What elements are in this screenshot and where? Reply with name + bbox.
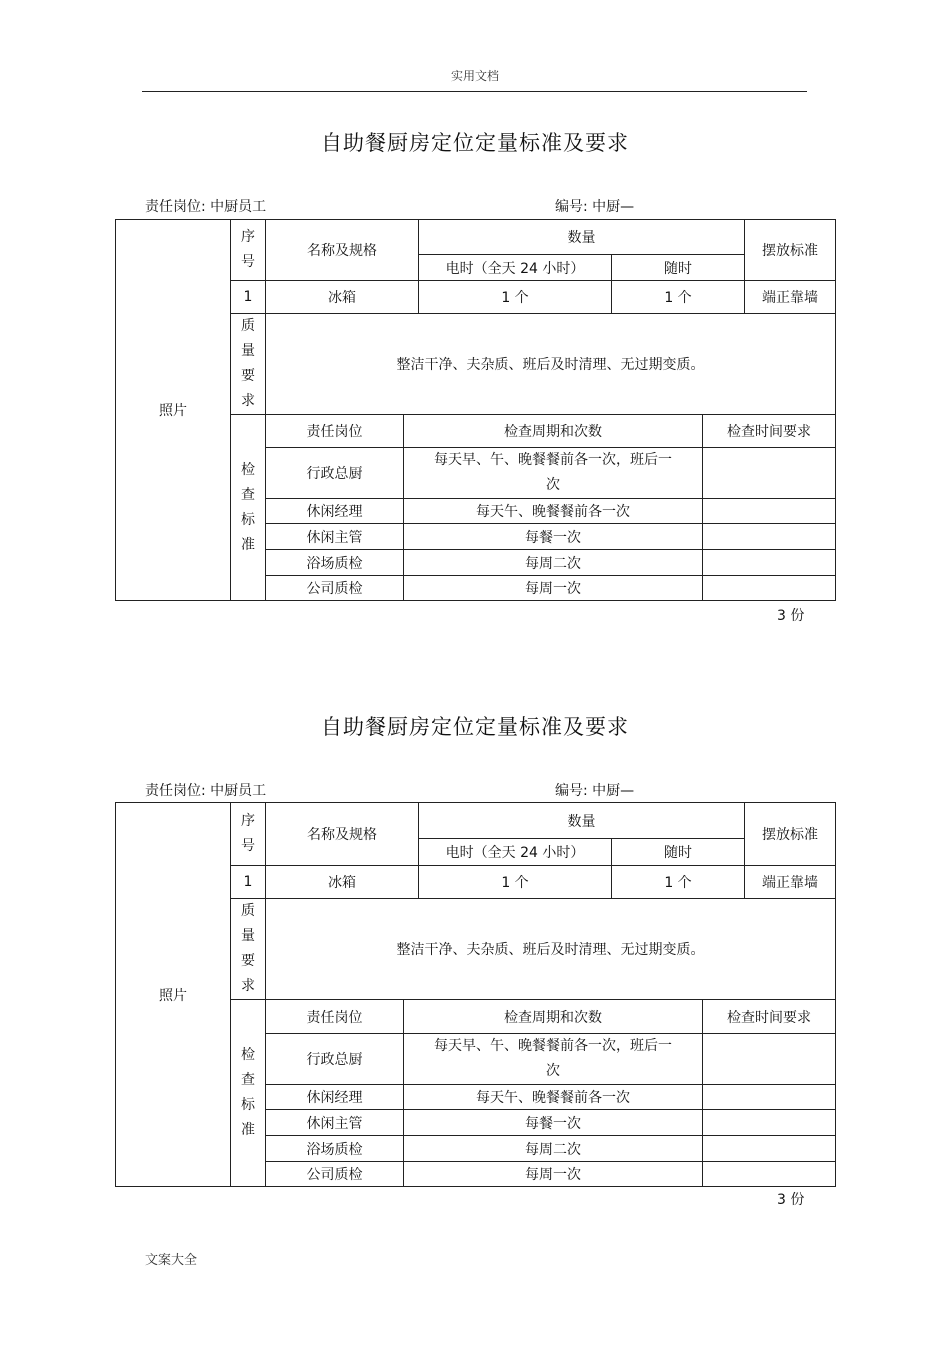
qty-header: 数量 (419, 803, 745, 839)
check-time (703, 1162, 836, 1187)
post-line (145, 196, 266, 216)
check-time (703, 499, 836, 524)
form-title: 自助餐厨房定位定量标准及要求 (321, 131, 629, 155)
standard-table (115, 219, 836, 601)
code-line (555, 780, 634, 800)
check-cycle: 每周一次 (404, 1162, 703, 1187)
page-header: 实用文档 (450, 69, 499, 83)
post-label: 责任岗位: (145, 783, 206, 799)
check-header-time: 检查时间要求 (703, 1000, 836, 1034)
check-header-post: 责任岗位 (266, 415, 404, 448)
item-index: 1 (231, 281, 266, 314)
check-post: 行政总厨 (266, 1034, 404, 1085)
check-time (703, 1034, 836, 1085)
check-cycle: 每餐一次 (404, 524, 703, 550)
post-label: 责任岗位: (145, 199, 206, 215)
code-value: 中厨— (592, 783, 635, 799)
qty-day-header: 电时（全天 24 小时） (419, 839, 612, 866)
header-divider (142, 91, 807, 92)
check-time (703, 524, 836, 550)
item-place: 端正靠墙 (745, 281, 836, 314)
check-header-post: 责任岗位 (266, 1000, 404, 1034)
code-label: 编号: (555, 199, 588, 215)
post-value: 中厨员工 (210, 199, 267, 215)
check-label: 检 查 标 准 (231, 1000, 266, 1187)
check-post: 休闲经理 (266, 1085, 404, 1110)
check-post: 浴场质检 (266, 550, 404, 576)
item-name: 冰箱 (266, 866, 419, 899)
post-line (145, 780, 266, 800)
code-value: 中厨— (592, 199, 635, 215)
quality-label: 质 量 要 求 (231, 314, 266, 415)
check-cycle: 每天早、午、晚餐餐前各一次，班后一 次 (404, 448, 703, 499)
check-post: 公司质检 (266, 576, 404, 601)
check-time (703, 448, 836, 499)
check-cycle: 每周一次 (404, 576, 703, 601)
check-cycle: 每天早、午、晚餐餐前各一次，班后一 次 (404, 1034, 703, 1085)
check-post: 休闲经理 (266, 499, 404, 524)
check-header-cycle: 检查周期和次数 (404, 415, 703, 448)
check-cycle: 每天午、晚餐餐前各一次 (404, 1085, 703, 1110)
item-place: 端正靠墙 (745, 866, 836, 899)
photo-cell: 照片 (116, 803, 231, 1187)
check-time (703, 576, 836, 601)
check-time (703, 1085, 836, 1110)
check-post: 公司质检 (266, 1162, 404, 1187)
form-title: 自助餐厨房定位定量标准及要求 (321, 715, 629, 739)
index-header: 序 号 (231, 803, 266, 866)
check-post: 浴场质检 (266, 1136, 404, 1162)
name-header: 名称及规格 (266, 220, 419, 281)
check-time (703, 1110, 836, 1136)
item-qty-any: 1 个 (612, 281, 745, 314)
qty-any-header: 随时 (612, 255, 745, 281)
check-time (703, 1136, 836, 1162)
check-header-cycle: 检查周期和次数 (404, 1000, 703, 1034)
item-qty-any: 1 个 (612, 866, 745, 899)
item-qty-day: 1 个 (419, 866, 612, 899)
code-line (555, 196, 634, 216)
code-label: 编号: (555, 783, 588, 799)
check-cycle: 每周二次 (404, 550, 703, 576)
check-post: 行政总厨 (266, 448, 404, 499)
standard-table (115, 802, 836, 1187)
place-header: 摆放标准 (745, 803, 836, 866)
name-header: 名称及规格 (266, 803, 419, 866)
qty-day-header: 电时（全天 24 小时） (419, 255, 612, 281)
qty-any-header: 随时 (612, 839, 745, 866)
check-cycle: 每餐一次 (404, 1110, 703, 1136)
index-header: 序 号 (231, 220, 266, 281)
quality-text: 整洁干净、夫杂质、班后及时清理、无过期变质。 (266, 899, 836, 1000)
copies-count: 3 份 (777, 1192, 805, 1208)
check-header-time: 检查时间要求 (703, 415, 836, 448)
item-index: 1 (231, 866, 266, 899)
place-header: 摆放标准 (745, 220, 836, 281)
post-value: 中厨员工 (210, 783, 267, 799)
check-cycle: 每天午、晚餐餐前各一次 (404, 499, 703, 524)
copies-count: 3 份 (777, 608, 805, 624)
check-label: 检 查 标 准 (231, 415, 266, 601)
item-name: 冰箱 (266, 281, 419, 314)
page-footer: 文案大全 (145, 1253, 198, 1268)
check-time (703, 550, 836, 576)
qty-header: 数量 (419, 220, 745, 255)
photo-cell: 照片 (116, 220, 231, 601)
check-cycle: 每周二次 (404, 1136, 703, 1162)
check-post: 休闲主管 (266, 524, 404, 550)
check-post: 休闲主管 (266, 1110, 404, 1136)
quality-text: 整洁干净、夫杂质、班后及时清理、无过期变质。 (266, 314, 836, 415)
quality-label: 质 量 要 求 (231, 899, 266, 1000)
item-qty-day: 1 个 (419, 281, 612, 314)
